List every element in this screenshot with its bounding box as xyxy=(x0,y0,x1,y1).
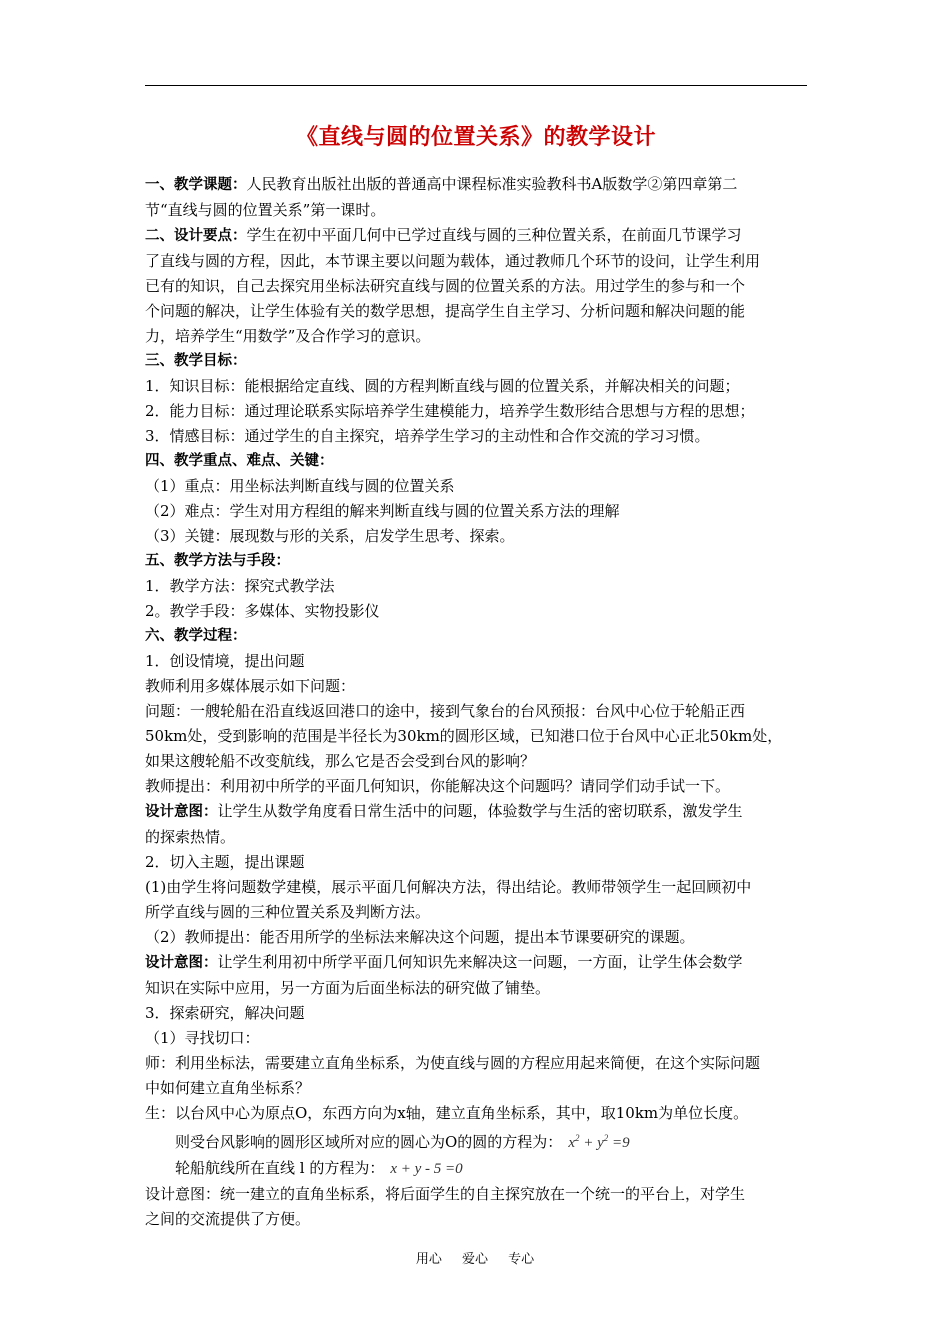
list-item: 1．知识目标：能根据给定直线、圆的方程判断直线与圆的位置关系，并解决相关的问题； xyxy=(145,377,740,395)
page-footer: 用心 爱心 专心 xyxy=(415,1252,535,1267)
header-rule xyxy=(145,85,807,86)
paragraph: 轮船航线所在直线 l 的方程为： x + y - 5 =0 xyxy=(175,1159,463,1177)
design-intent-label: 设计意图： xyxy=(145,804,218,820)
list-item: （3）关键：展现数与形的关系，启发学生思考、探索。 xyxy=(145,527,515,545)
paragraph: 则受台风影响的圆形区域所对应的圆心为O的圆的方程为： $x^2 + y^2 =9$ xyxy=(175,1133,630,1151)
paragraph: 力，培养学生“用数学”及合作学习的意识。 xyxy=(145,327,431,345)
paragraph: 个问题的解决，让学生体验有关的数学思想，提高学生自主学习、分析问题和解决问题的能 xyxy=(145,302,746,320)
paragraph: 设计意图：让学生从数学角度看日常生活中的问题，体验数学与生活的密切联系，激发学生 xyxy=(145,802,743,820)
paragraph: 教师利用多媒体展示如下问题： xyxy=(145,677,356,695)
paragraph: 的探索热情。 xyxy=(145,828,236,846)
list-item: 1．教学方法：探究式教学法 xyxy=(145,577,335,595)
section-heading: 一、教学课题： xyxy=(145,177,247,193)
paragraph: 2．切入主题，提出课题 xyxy=(145,853,305,871)
paragraph: 生：以台风中心为原点O，东西方向为x轴，建立直角坐标系，其中，取10km为单位长度。 xyxy=(145,1104,749,1122)
list-item: 2．能力目标：通过理论联系实际培养学生建模能力，培养学生数形结合思想与方程的思想； xyxy=(145,402,755,420)
section-heading: 四、教学重点、难点、关键： xyxy=(145,453,334,469)
paragraph: 师：利用坐标法，需要建立直角坐标系，为使直线与圆的方程应用起来简便，在这个实际问题 xyxy=(145,1054,761,1072)
list-item: （2）难点：学生对用方程组的解来判断直线与圆的位置关系方法的理解 xyxy=(145,502,620,520)
paragraph: (1)由学生将问题数学建模，展示平面几何解决方法，得出结论。教师带领学生一起回顾初中 xyxy=(145,878,752,896)
paragraph: 问题：一艘轮船在沿直线返回港口的途中，接到气象台的台风预报：台风中心位于轮船正西 xyxy=(145,702,746,720)
paragraph: 了直线与圆的方程，因此，本节课主要以问题为载体，通过教师几个环节的设问，让学生利用 xyxy=(145,252,761,270)
paragraph: 教师提出：利用初中所学的平面几何知识，你能解决这个问题吗？请同学们动手试一下。 xyxy=(145,777,731,795)
circle-equation: $x^2 + y^2 =9$ xyxy=(568,1133,630,1151)
paragraph: 设计意图：统一建立的直角坐标系，将后面学生的自主探究放在一个统一的平台上，对学生 xyxy=(145,1185,746,1203)
paragraph: 之间的交流提供了方便。 xyxy=(145,1210,311,1228)
paragraph: 知识在实际中应用，另一方面为后面坐标法的研究做了铺垫。 xyxy=(145,979,551,997)
paragraph: （2）教师提出：能否用所学的坐标法来解决这个问题，提出本节课要研究的课题。 xyxy=(145,928,695,946)
design-intent-label: 设计意图： xyxy=(145,955,218,971)
paragraph: 所学直线与圆的三种位置关系及判断方法。 xyxy=(145,903,431,921)
paragraph: 二、设计要点：学生在初中平面几何中已学过直线与圆的三种位置关系，在前面几节课学习 xyxy=(145,226,742,244)
section-heading: 六、教学过程： xyxy=(145,628,247,644)
paragraph: 一、教学课题：人民教育出版社出版的普通高中课程标准实验教科书A版数学②第四章第二 xyxy=(145,175,738,193)
paragraph: 1．创设情境，提出问题 xyxy=(145,652,305,670)
paragraph: 50km处，受到影响的范围是半径长为30km的圆形区域，已知港口位于台风中心正北50km处， xyxy=(145,727,783,745)
paragraph: 已有的知识，自己去探究用坐标法研究直线与圆的位置关系的方法。用过学生的参与和一个 xyxy=(145,277,746,295)
list-item: 2。教学手段：多媒体、实物投影仪 xyxy=(145,602,380,620)
section-heading: 五、教学方法与手段： xyxy=(145,553,290,569)
paragraph: 如果这艘轮船不改变航线，那么它是否会受到台风的影响？ xyxy=(145,752,536,770)
section-heading: 三、教学目标： xyxy=(145,353,247,369)
paragraph: 节“直线与圆的位置关系”第一课时。 xyxy=(145,201,386,219)
line-equation: x + y - 5 =0 xyxy=(390,1161,463,1177)
paragraph: 设计意图：让学生利用初中所学平面几何知识先来解决这一问题，一方面，让学生体会数学 xyxy=(145,953,743,971)
paragraph: 3．探索研究，解决问题 xyxy=(145,1004,305,1022)
document-body xyxy=(145,172,811,1232)
list-item: 3．情感目标：通过学生的自主探究，培养学生学习的主动性和合作交流的学习习惯。 xyxy=(145,427,710,445)
section-heading: 二、设计要点： xyxy=(145,228,247,244)
document-title: 《直线与圆的位置关系》的教学设计 xyxy=(295,125,656,150)
paragraph: （1）寻找切口： xyxy=(145,1029,260,1047)
paragraph: 中如何建立直角坐标系？ xyxy=(145,1079,311,1097)
list-item: （1）重点：用坐标法判断直线与圆的位置关系 xyxy=(145,477,455,495)
